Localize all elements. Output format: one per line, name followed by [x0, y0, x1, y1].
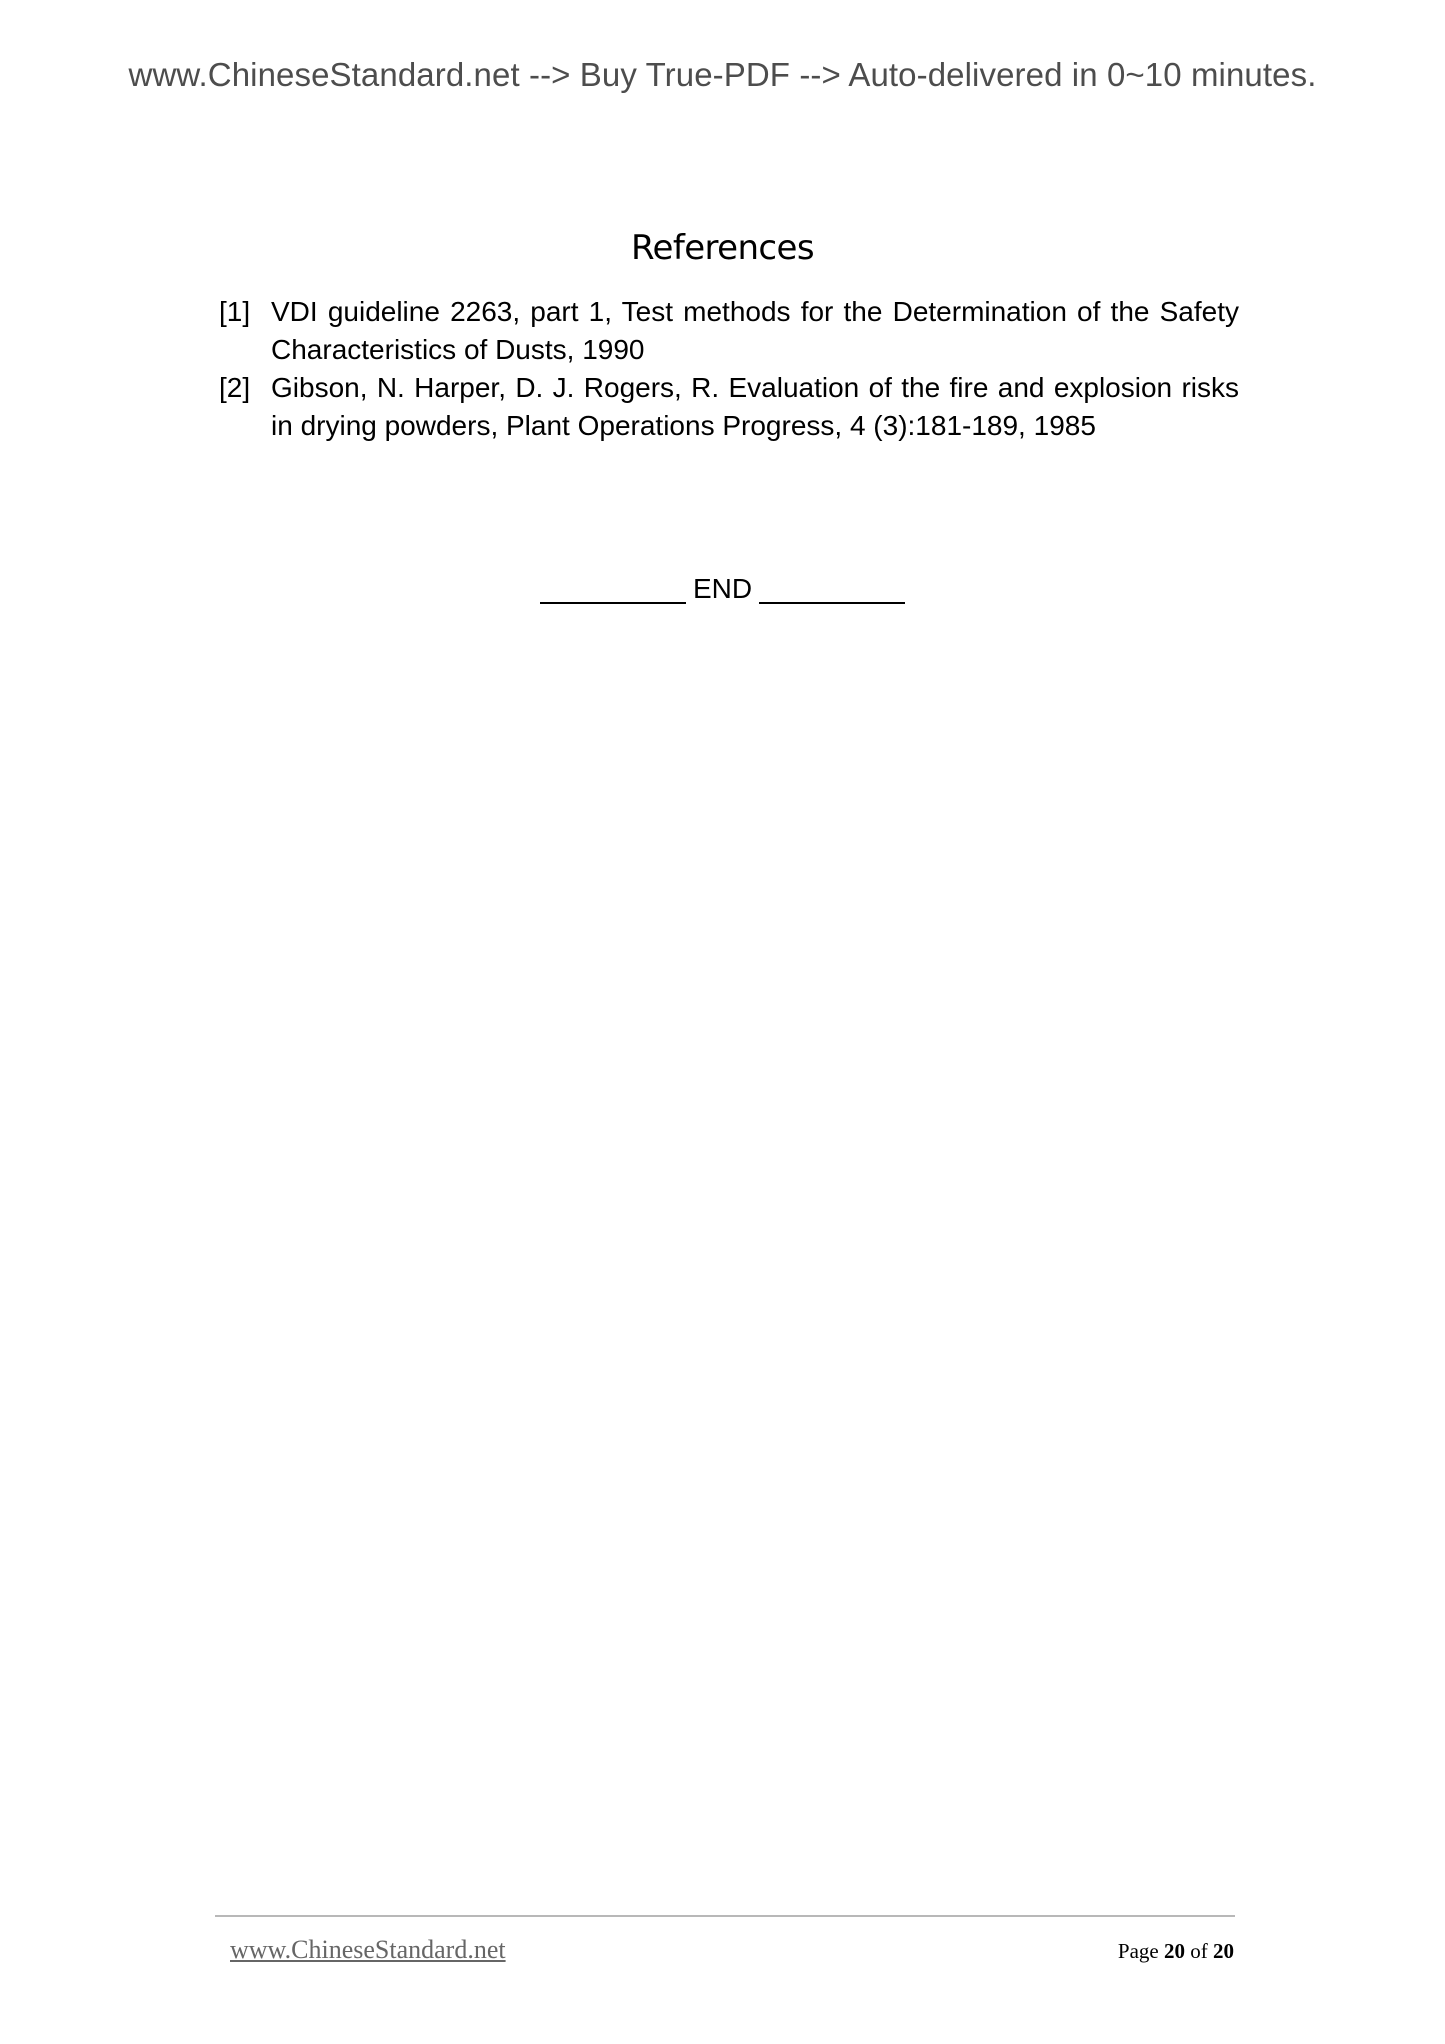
- page-total: 20: [1213, 1939, 1234, 1963]
- page-prefix: Page: [1117, 1939, 1159, 1963]
- page-title: References: [631, 228, 814, 268]
- page-number: [1118, 1939, 1234, 1964]
- end-left-rule: [540, 602, 686, 604]
- reference-item: [219, 293, 1239, 369]
- page-current: 20: [1164, 1939, 1185, 1963]
- header-banner: www.ChineseStandard.net --> Buy True-PDF --> Auto-delivered in 0~10 minutes.: [128, 56, 1317, 93]
- reference-text: Gibson, N. Harper, D. J. Rogers, R. Evaluation of the fire and explosion risks in drying powders, Plant Operations Progress, 4 (3):181-189, 1985: [271, 372, 1239, 441]
- end-label: END: [692, 573, 753, 604]
- reference-text: VDI guideline 2263, part 1, Test methods for the Determination of the Safety Characteristics of Dusts, 1990: [271, 296, 1239, 365]
- page-of: of: [1190, 1939, 1208, 1963]
- reference-number: [1]: [219, 296, 251, 327]
- footer-divider: [215, 1915, 1235, 1917]
- end-marker: [0, 573, 1445, 605]
- references-list: [219, 293, 1239, 445]
- reference-number: [2]: [219, 372, 251, 403]
- footer-site-link[interactable]: www.ChineseStandard.net: [230, 1935, 506, 1964]
- end-right-rule: [759, 602, 905, 604]
- reference-item: [219, 369, 1239, 445]
